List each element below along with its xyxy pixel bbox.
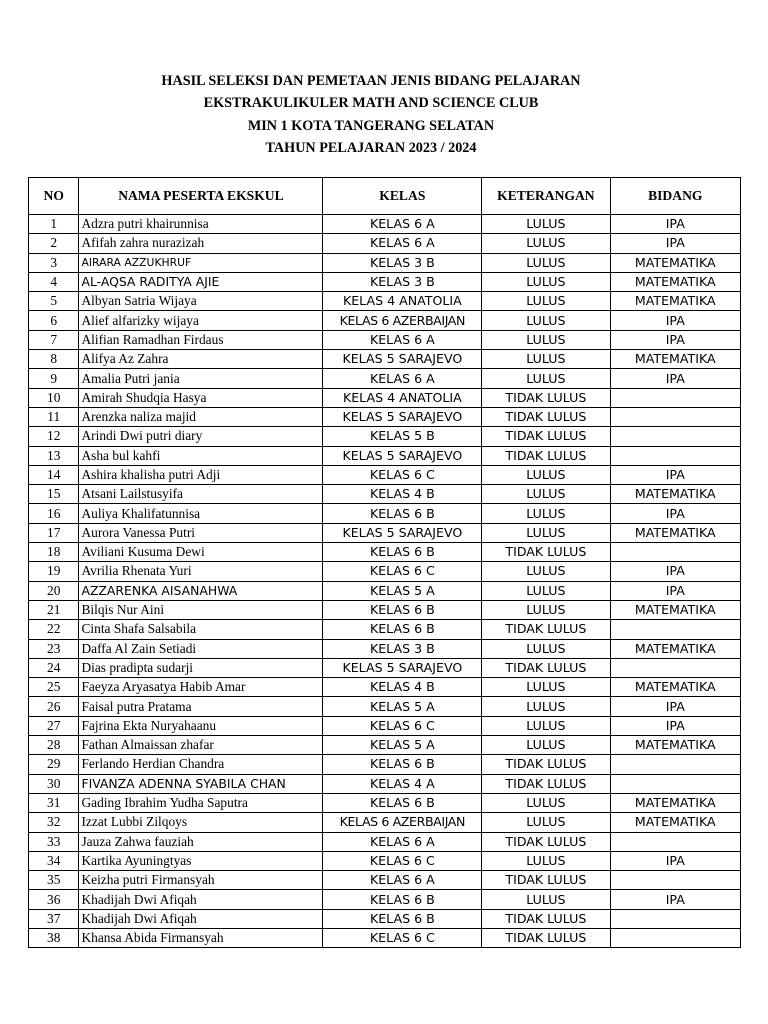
cell-bidang: IPA xyxy=(610,330,740,349)
cell-no: 30 xyxy=(29,774,79,793)
cell-no: 36 xyxy=(29,890,79,909)
cell-no: 2 xyxy=(29,234,79,253)
cell-keterangan: TIDAK LULUS xyxy=(482,407,610,426)
cell-kelas: KELAS 6 B xyxy=(323,504,482,523)
cell-name: Adzra putri khairunnisa xyxy=(79,215,323,234)
cell-keterangan: LULUS xyxy=(482,851,610,870)
cell-keterangan: TIDAK LULUS xyxy=(482,871,610,890)
cell-bidang: IPA xyxy=(610,215,740,234)
cell-bidang xyxy=(610,871,740,890)
table-row xyxy=(29,620,741,639)
cell-name: Aurora Vanessa Putri xyxy=(79,523,323,542)
cell-name: Aviliani Kusuma Dewi xyxy=(79,543,323,562)
cell-kelas: KELAS 6 B xyxy=(323,600,482,619)
header-name: NAMA PESERTA EKSKUL xyxy=(79,178,323,215)
cell-name: Faeyza Aryasatya Habib Amar xyxy=(79,678,323,697)
table-row xyxy=(29,523,741,542)
cell-no: 13 xyxy=(29,446,79,465)
cell-bidang: MATEMATIKA xyxy=(610,485,740,504)
cell-keterangan: LULUS xyxy=(482,215,610,234)
table-row xyxy=(29,716,741,735)
table-header-row xyxy=(29,178,741,215)
cell-bidang: IPA xyxy=(610,465,740,484)
cell-name: Fathan Almaissan zhafar xyxy=(79,736,323,755)
table-row xyxy=(29,697,741,716)
cell-name: Alifian Ramadhan Firdaus xyxy=(79,330,323,349)
cell-kelas: KELAS 6 A xyxy=(323,871,482,890)
cell-no: 8 xyxy=(29,350,79,369)
cell-name: Asha bul kahfi xyxy=(79,446,323,465)
cell-keterangan: LULUS xyxy=(482,600,610,619)
cell-no: 10 xyxy=(29,388,79,407)
cell-keterangan: TIDAK LULUS xyxy=(482,774,610,793)
cell-no: 34 xyxy=(29,851,79,870)
cell-bidang xyxy=(610,658,740,677)
title-line-1: HASIL SELEKSI DAN PEMETAAN JENIS BIDANG PELAJARAN xyxy=(161,73,581,89)
cell-keterangan: LULUS xyxy=(482,234,610,253)
cell-no: 27 xyxy=(29,716,79,735)
header-no: NO xyxy=(29,178,79,215)
cell-bidang xyxy=(610,427,740,446)
table-row xyxy=(29,736,741,755)
cell-bidang: MATEMATIKA xyxy=(610,292,740,311)
cell-name: Ashira khalisha putri Adji xyxy=(79,465,323,484)
cell-bidang: IPA xyxy=(610,504,740,523)
cell-name: Amalia Putri jania xyxy=(79,369,323,388)
cell-no: 31 xyxy=(29,793,79,812)
cell-keterangan: LULUS xyxy=(482,716,610,735)
cell-keterangan: LULUS xyxy=(482,581,610,600)
cell-kelas: KELAS 6 A xyxy=(323,215,482,234)
cell-name: Kartika Ayuningtyas xyxy=(79,851,323,870)
cell-keterangan: TIDAK LULUS xyxy=(482,446,610,465)
cell-kelas: KELAS 6 B xyxy=(323,793,482,812)
cell-kelas: KELAS 6 AZERBAIJAN xyxy=(323,813,482,832)
cell-no: 9 xyxy=(29,369,79,388)
cell-bidang: MATEMATIKA xyxy=(610,272,740,291)
cell-bidang: IPA xyxy=(610,311,740,330)
cell-keterangan: LULUS xyxy=(482,504,610,523)
cell-keterangan: LULUS xyxy=(482,639,610,658)
cell-name: Izzat Lubbi Zilqoys xyxy=(79,813,323,832)
cell-bidang: MATEMATIKA xyxy=(610,639,740,658)
cell-kelas: KELAS 5 A xyxy=(323,581,482,600)
cell-keterangan: LULUS xyxy=(482,485,610,504)
cell-no: 33 xyxy=(29,832,79,851)
cell-bidang xyxy=(610,620,740,639)
cell-kelas: KELAS 3 B xyxy=(323,272,482,291)
cell-name: Afifah zahra nurazizah xyxy=(79,234,323,253)
cell-kelas: KELAS 4 ANATOLIA xyxy=(323,292,482,311)
cell-kelas: KELAS 5 A xyxy=(323,697,482,716)
cell-no: 35 xyxy=(29,871,79,890)
table-row xyxy=(29,928,741,947)
cell-keterangan: LULUS xyxy=(482,253,610,272)
table-row xyxy=(29,793,741,812)
cell-no: 26 xyxy=(29,697,79,716)
cell-kelas: KELAS 6 C xyxy=(323,716,482,735)
cell-keterangan: TIDAK LULUS xyxy=(482,620,610,639)
table-row xyxy=(29,330,741,349)
cell-kelas: KELAS 6 C xyxy=(323,928,482,947)
cell-no: 38 xyxy=(29,928,79,947)
cell-bidang xyxy=(610,774,740,793)
cell-no: 6 xyxy=(29,311,79,330)
table-row xyxy=(29,658,741,677)
cell-bidang: IPA xyxy=(610,890,740,909)
cell-name: Jauza Zahwa fauziah xyxy=(79,832,323,851)
cell-bidang: IPA xyxy=(610,716,740,735)
cell-kelas: KELAS 3 B xyxy=(323,639,482,658)
cell-keterangan: TIDAK LULUS xyxy=(482,909,610,928)
cell-keterangan: LULUS xyxy=(482,697,610,716)
cell-keterangan: TIDAK LULUS xyxy=(482,658,610,677)
cell-no: 19 xyxy=(29,562,79,581)
cell-bidang xyxy=(610,755,740,774)
table-row xyxy=(29,543,741,562)
cell-keterangan: TIDAK LULUS xyxy=(482,427,610,446)
cell-keterangan: LULUS xyxy=(482,350,610,369)
table-row xyxy=(29,639,741,658)
cell-kelas: KELAS 5 SARAJEVO xyxy=(323,407,482,426)
table-row xyxy=(29,272,741,291)
cell-bidang: IPA xyxy=(610,697,740,716)
table-row xyxy=(29,562,741,581)
cell-kelas: KELAS 6 A xyxy=(323,369,482,388)
cell-no: 24 xyxy=(29,658,79,677)
cell-no: 32 xyxy=(29,813,79,832)
cell-bidang xyxy=(610,388,740,407)
cell-kelas: KELAS 4 ANATOLIA xyxy=(323,388,482,407)
cell-keterangan: TIDAK LULUS xyxy=(482,928,610,947)
cell-name: AZZARENKA AISANAHWA xyxy=(79,581,323,600)
cell-name: Keizha putri Firmansyah xyxy=(79,871,323,890)
cell-no: 21 xyxy=(29,600,79,619)
cell-kelas: KELAS 5 SARAJEVO xyxy=(323,446,482,465)
cell-kelas: KELAS 4 A xyxy=(323,774,482,793)
cell-keterangan: TIDAK LULUS xyxy=(482,832,610,851)
cell-no: 28 xyxy=(29,736,79,755)
cell-kelas: KELAS 6 B xyxy=(323,620,482,639)
cell-keterangan: TIDAK LULUS xyxy=(482,388,610,407)
cell-name: AL-AQSA RADITYA AJIE xyxy=(79,272,323,291)
cell-keterangan: LULUS xyxy=(482,678,610,697)
title-line-2: EKSTRAKULIKULER MATH AND SCIENCE CLUB xyxy=(203,95,539,112)
table-row xyxy=(29,504,741,523)
cell-name: AIRARA AZZUKHRUF xyxy=(79,253,323,272)
cell-no: 23 xyxy=(29,639,79,658)
cell-kelas: KELAS 6 B xyxy=(323,543,482,562)
cell-kelas: KELAS 6 AZERBAIJAN xyxy=(323,311,482,330)
cell-no: 12 xyxy=(29,427,79,446)
cell-bidang: MATEMATIKA xyxy=(610,736,740,755)
cell-bidang xyxy=(610,928,740,947)
table-row xyxy=(29,909,741,928)
cell-no: 17 xyxy=(29,523,79,542)
cell-kelas: KELAS 6 C xyxy=(323,465,482,484)
cell-name: Khansa Abida Firmansyah xyxy=(79,928,323,947)
cell-no: 11 xyxy=(29,407,79,426)
cell-name: Albyan Satria Wijaya xyxy=(79,292,323,311)
table-row xyxy=(29,388,741,407)
cell-keterangan: TIDAK LULUS xyxy=(482,543,610,562)
cell-no: 5 xyxy=(29,292,79,311)
cell-name: Dias pradipta sudarji xyxy=(79,658,323,677)
table-row xyxy=(29,427,741,446)
cell-keterangan: LULUS xyxy=(482,272,610,291)
table-row xyxy=(29,600,741,619)
cell-bidang: MATEMATIKA xyxy=(610,253,740,272)
cell-keterangan: LULUS xyxy=(482,890,610,909)
cell-keterangan: LULUS xyxy=(482,562,610,581)
cell-name: Auliya Khalifatunnisa xyxy=(79,504,323,523)
cell-name: Fajrina Ekta Nuryahaanu xyxy=(79,716,323,735)
cell-name: Gading Ibrahim Yudha Saputra xyxy=(79,793,323,812)
table-row xyxy=(29,215,741,234)
cell-bidang xyxy=(610,543,740,562)
table-row xyxy=(29,832,741,851)
cell-kelas: KELAS 6 A xyxy=(323,832,482,851)
cell-kelas: KELAS 4 B xyxy=(323,678,482,697)
cell-keterangan: LULUS xyxy=(482,813,610,832)
cell-name: Avrilia Rhenata Yuri xyxy=(79,562,323,581)
cell-kelas: KELAS 6 B xyxy=(323,890,482,909)
cell-kelas: KELAS 6 B xyxy=(323,755,482,774)
cell-bidang: IPA xyxy=(610,369,740,388)
title-line-3: MIN 1 KOTA TANGERANG SELATAN xyxy=(247,117,495,134)
table-body xyxy=(29,215,741,948)
cell-no: 20 xyxy=(29,581,79,600)
cell-no: 14 xyxy=(29,465,79,484)
table-row xyxy=(29,813,741,832)
cell-bidang xyxy=(610,832,740,851)
cell-name: Faisal putra Pratama xyxy=(79,697,323,716)
cell-kelas: KELAS 4 B xyxy=(323,485,482,504)
table-row xyxy=(29,234,741,253)
document-title xyxy=(0,70,742,159)
cell-kelas: KELAS 6 A xyxy=(323,330,482,349)
table-row xyxy=(29,446,741,465)
table-row xyxy=(29,292,741,311)
cell-no: 22 xyxy=(29,620,79,639)
table-row xyxy=(29,311,741,330)
table-row xyxy=(29,851,741,870)
cell-no: 4 xyxy=(29,272,79,291)
cell-keterangan: LULUS xyxy=(482,292,610,311)
cell-bidang: IPA xyxy=(610,562,740,581)
cell-name: Amirah Shudqia Hasya xyxy=(79,388,323,407)
cell-kelas: KELAS 3 B xyxy=(323,253,482,272)
cell-kelas: KELAS 5 SARAJEVO xyxy=(323,523,482,542)
header-keterangan: KETERANGAN xyxy=(482,178,610,215)
cell-bidang: MATEMATIKA xyxy=(610,793,740,812)
cell-name: Alief alfarizky wijaya xyxy=(79,311,323,330)
cell-kelas: KELAS 6 C xyxy=(323,851,482,870)
cell-bidang: IPA xyxy=(610,851,740,870)
header-bidang: BIDANG xyxy=(610,178,740,215)
table-row xyxy=(29,678,741,697)
cell-bidang: MATEMATIKA xyxy=(610,678,740,697)
table-row xyxy=(29,755,741,774)
table-row xyxy=(29,890,741,909)
cell-kelas: KELAS 5 SARAJEVO xyxy=(323,658,482,677)
cell-bidang xyxy=(610,407,740,426)
cell-kelas: KELAS 6 B xyxy=(323,909,482,928)
cell-kelas: KELAS 5 SARAJEVO xyxy=(323,350,482,369)
cell-no: 37 xyxy=(29,909,79,928)
table-row xyxy=(29,871,741,890)
cell-bidang xyxy=(610,446,740,465)
cell-kelas: KELAS 6 A xyxy=(323,234,482,253)
table-row xyxy=(29,465,741,484)
header-kelas: KELAS xyxy=(323,178,482,215)
table-row xyxy=(29,407,741,426)
cell-no: 1 xyxy=(29,215,79,234)
cell-name: Arenzka naliza majid xyxy=(79,407,323,426)
results-table xyxy=(28,177,741,948)
cell-bidang xyxy=(610,909,740,928)
cell-kelas: KELAS 5 A xyxy=(323,736,482,755)
cell-name: Khadijah Dwi Afiqah xyxy=(79,890,323,909)
title-line-4: TAHUN PELAJARAN 2023 / 2024 xyxy=(265,139,477,156)
cell-bidang: IPA xyxy=(610,234,740,253)
cell-keterangan: LULUS xyxy=(482,793,610,812)
cell-keterangan: TIDAK LULUS xyxy=(482,755,610,774)
cell-no: 15 xyxy=(29,485,79,504)
table-row xyxy=(29,253,741,272)
cell-kelas: KELAS 6 C xyxy=(323,562,482,581)
cell-keterangan: LULUS xyxy=(482,465,610,484)
cell-bidang: MATEMATIKA xyxy=(610,350,740,369)
cell-name: Bilqis Nur Aini xyxy=(79,600,323,619)
cell-no: 18 xyxy=(29,543,79,562)
cell-bidang: MATEMATIKA xyxy=(610,523,740,542)
cell-no: 3 xyxy=(29,253,79,272)
cell-name: Alifya Az Zahra xyxy=(79,350,323,369)
cell-bidang: MATEMATIKA xyxy=(610,813,740,832)
cell-no: 29 xyxy=(29,755,79,774)
cell-no: 16 xyxy=(29,504,79,523)
cell-name: Arindi Dwi putri diary xyxy=(79,427,323,446)
table-row xyxy=(29,350,741,369)
cell-no: 7 xyxy=(29,330,79,349)
cell-keterangan: LULUS xyxy=(482,311,610,330)
cell-keterangan: LULUS xyxy=(482,330,610,349)
cell-keterangan: LULUS xyxy=(482,736,610,755)
cell-name: Atsani Lailstusyifa xyxy=(79,485,323,504)
cell-keterangan: LULUS xyxy=(482,523,610,542)
table-row xyxy=(29,774,741,793)
table-row xyxy=(29,369,741,388)
cell-name: Daffa Al Zain Setiadi xyxy=(79,639,323,658)
cell-no: 25 xyxy=(29,678,79,697)
cell-kelas: KELAS 5 B xyxy=(323,427,482,446)
cell-name: FIVANZA ADENNA SYABILA CHAN xyxy=(79,774,323,793)
cell-keterangan: LULUS xyxy=(482,369,610,388)
cell-name: Khadijah Dwi Afiqah xyxy=(79,909,323,928)
table-row xyxy=(29,581,741,600)
table-row xyxy=(29,485,741,504)
cell-name: Cinta Shafa Salsabila xyxy=(79,620,323,639)
cell-bidang: MATEMATIKA xyxy=(610,600,740,619)
cell-name: Ferlando Herdian Chandra xyxy=(79,755,323,774)
cell-bidang: IPA xyxy=(610,581,740,600)
